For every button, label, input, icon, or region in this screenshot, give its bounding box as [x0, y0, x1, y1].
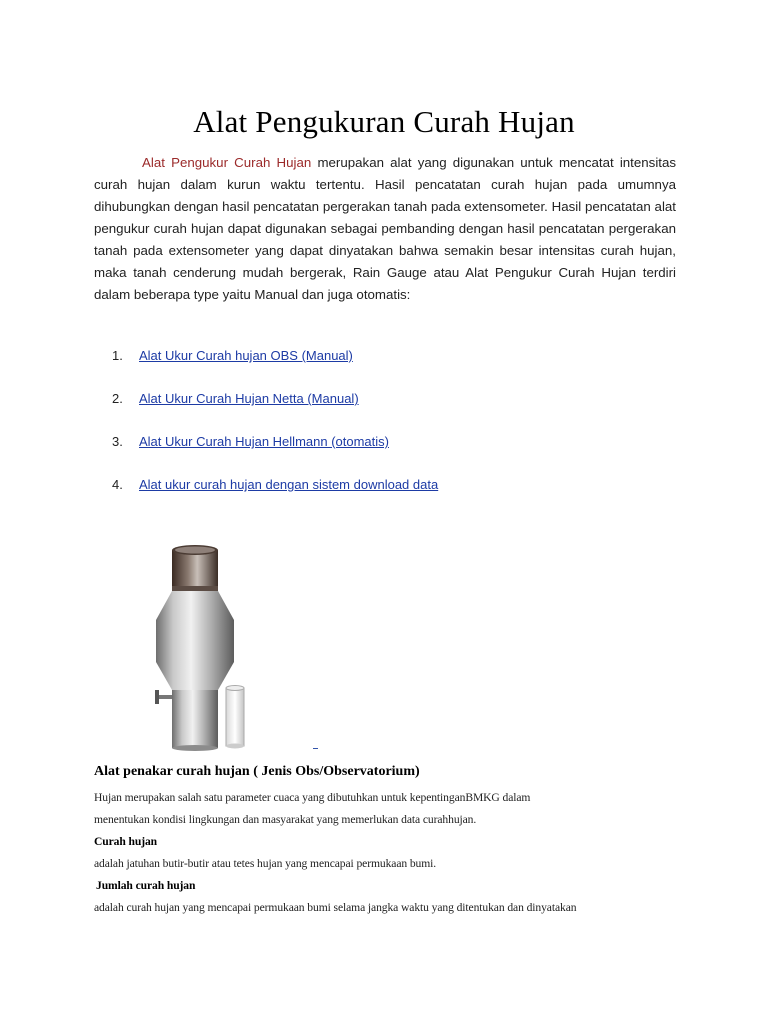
term-jumlah-curah-hujan: Jumlah curah hujan: [96, 879, 196, 892]
list-number: 4.: [112, 477, 123, 492]
link-hellmann-otomatis[interactable]: Alat Ukur Curah Hujan Hellmann (otomatis): [139, 434, 389, 449]
list-number: 1.: [112, 348, 123, 363]
list-item: [112, 348, 438, 391]
gauge-type-list: [112, 348, 438, 520]
intro-paragraph: [94, 152, 676, 306]
section-line-2: menentukan kondisi lingkungan dan masyarakat yang memerlukan data curahhujan.: [94, 813, 477, 826]
definition-curah-hujan: adalah jatuhan butir-butir atau tetes hujan yang mencapai permukaan bumi.: [94, 857, 437, 870]
intro-lead: Alat Pengukur Curah Hujan: [142, 155, 312, 170]
list-item: [112, 477, 438, 520]
link-netta-manual[interactable]: Alat Ukur Curah Hujan Netta (Manual): [139, 391, 359, 406]
link-download-data[interactable]: Alat ukur curah hujan dengan sistem download data: [139, 477, 439, 492]
section-heading: Alat penakar curah hujan ( Jenis Obs/Observatorium): [94, 764, 420, 779]
list-number: 2.: [112, 391, 123, 406]
link-obs-manual[interactable]: Alat Ukur Curah hujan OBS (Manual): [139, 348, 353, 363]
list-number: 3.: [112, 434, 123, 449]
rain-gauge-image: [150, 540, 260, 752]
intro-body: merupakan alat yang digunakan untuk mencatat intensitas curah hujan dalam kurun waktu tertentu. Hasil pencatatan curah hujan pada umumnya dihubungkan dengan hasil pencatatan pergerakan tanah pada extensometer. Hasil pencatatan alat pengukur curah hujan dapat digunakan sebagai pembanding dengan hasil pencatatan pergerakan tanah pada extensometer yang dapat dinyatakan bahwa semakin besar intensitas curah hujan, maka tanah cenderung mudah bergerak, Rain Gauge atau Alat Pengukur Curah Hujan terdiri dalam beberapa type yaitu Manual dan juga otomatis:: [94, 155, 677, 302]
definition-jumlah-curah-hujan: adalah curah hujan yang mencapai permukaan bumi selama jangka waktu yang ditentukan dan dinyatakan: [94, 901, 577, 914]
page-title: Alat Pengukuran Curah Hujan: [193, 104, 575, 139]
list-item: [112, 391, 438, 434]
term-curah-hujan: Curah hujan: [94, 835, 158, 848]
list-item: [112, 434, 438, 477]
section-line-1: Hujan merupakan salah satu parameter cuaca yang dibutuhkan untuk kepentinganBMKG dalam: [94, 791, 531, 804]
decorative-dash: [313, 748, 318, 749]
